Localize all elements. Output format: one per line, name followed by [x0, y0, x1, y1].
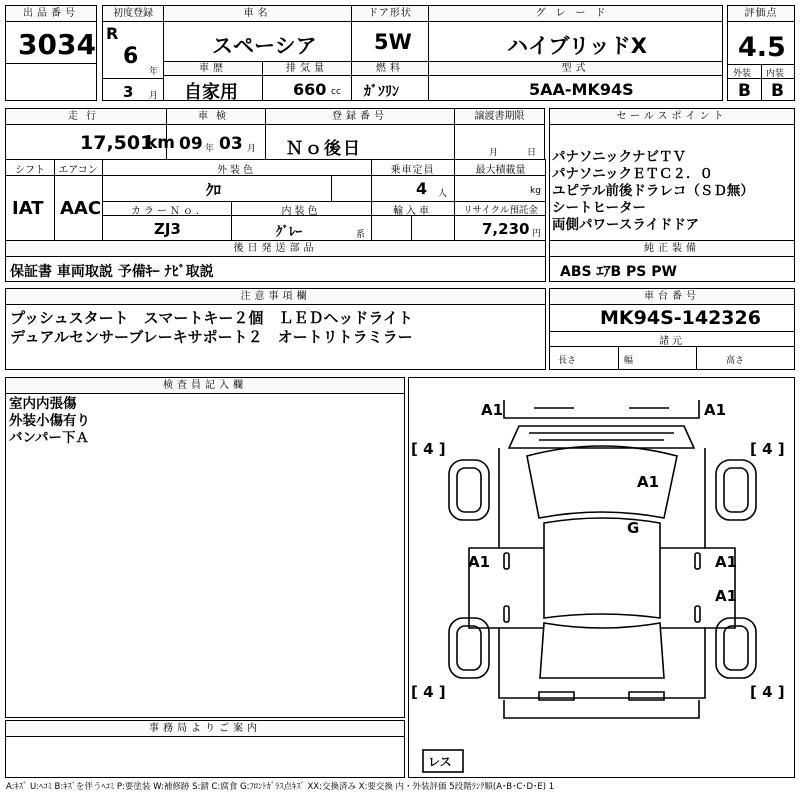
color-no-label: カラーＮｏ. [130, 206, 203, 217]
reg-number-value: Ｎｏ後日 [286, 139, 362, 159]
transfer-month: 月 [489, 148, 499, 158]
office-box [5, 720, 405, 778]
chassis-label: 車台番号 [550, 289, 794, 305]
displacement-unit: cc [331, 87, 341, 97]
equipment-box [549, 240, 795, 282]
score-ext-label: 外装 [733, 69, 752, 79]
fuel-label: 燃料 [352, 62, 428, 76]
damage-mark: A1 [704, 401, 727, 419]
mileage-box [5, 108, 176, 160]
grade-value: ハイブリッドX [507, 34, 647, 58]
dims-length: 長さ [558, 356, 577, 366]
mileage-label: 走行 [6, 109, 166, 125]
sales-points-box [549, 108, 795, 241]
specs-grid [5, 159, 546, 241]
shift-label: シフト [15, 165, 45, 176]
notes-line: プッシュスタート スマートキー２個 ＬＥＤヘッドライト [10, 309, 413, 327]
first-reg-era: R [106, 24, 119, 43]
car-name-box [163, 5, 352, 62]
damage-mark: G [627, 519, 640, 537]
history-value: 自家用 [184, 82, 238, 103]
door-label: ドア形状 [352, 6, 428, 22]
aircon-value: AAC [60, 198, 102, 219]
inspection-label: 車検 [167, 109, 265, 125]
model-value: 5AA-MK94S [529, 80, 634, 99]
ext-color-label: 外装色 [217, 165, 256, 176]
mileage-unit: km [146, 133, 176, 153]
capacity-unit: 人 [438, 189, 448, 199]
inspector-line: 外装小傷有り [9, 413, 90, 429]
inspection-year: 09 [179, 134, 203, 154]
score-ext: B [738, 81, 751, 101]
office-label: 事務局よりご案内 [6, 721, 404, 737]
damage-mark: A1 [637, 473, 660, 491]
first-reg-box [102, 5, 164, 101]
aircon-label: エアコン [58, 165, 98, 176]
max-load-unit: kg [530, 186, 541, 196]
sales-points-label: セールスポイント [550, 109, 794, 125]
first-reg-year: 6 [123, 44, 139, 69]
inspector-label: 検査員記入欄 [6, 378, 404, 394]
equipment-label: 純正装備 [550, 241, 794, 257]
sales-point-item: ユピテル前後ドラレコ（ＳＤ無） [552, 183, 754, 199]
car-name-label: 車名 [164, 6, 351, 22]
score-box [727, 5, 795, 101]
later-parts-label: 後日発送部品 [6, 241, 545, 257]
dims-label: 諸元 [659, 336, 685, 347]
recycle-unit: 円 [532, 229, 542, 239]
first-reg-label: 初度登録 [103, 6, 163, 22]
first-reg-year-unit: 年 [149, 67, 159, 77]
tire-rr: [ 4 ] [750, 683, 785, 701]
door-box [351, 5, 429, 62]
history-box [163, 61, 263, 101]
score-int: B [771, 81, 784, 101]
damage-mark: A1 [715, 587, 738, 605]
displacement-box [262, 61, 352, 101]
model-label: 型式 [429, 62, 722, 76]
notes-label: 注意事項欄 [6, 289, 545, 305]
later-parts-value: 保証書 車両取説 予備ｷｰ ﾅﾋﾞ取説 [10, 264, 214, 280]
sales-point-item: 両側パワースライドドア [552, 217, 700, 233]
damage-mark: A1 [715, 553, 738, 571]
inspection-month: 03 [219, 134, 243, 154]
damage-mark: A1 [481, 401, 504, 419]
transfer-box [454, 108, 545, 160]
damage-mark: A1 [468, 553, 491, 571]
inspection-month-unit: 月 [247, 144, 257, 154]
int-color-value: ｸﾞﾚｰ [276, 225, 302, 240]
sales-point-item: パナソニックＥＴＣ２．０ [552, 166, 714, 182]
shift-value: IAT [12, 198, 44, 219]
transfer-label: 譲渡書期限 [455, 109, 544, 125]
dims-height: 高さ [726, 356, 745, 366]
fuel-box [351, 61, 429, 101]
lot-box [5, 5, 97, 101]
car-name-value: スペーシア [212, 34, 317, 58]
capacity-label: 乗車定員 [390, 165, 435, 176]
inspector-box [5, 377, 405, 718]
recycle-value: 7,230 [482, 220, 530, 238]
recycle-label: リサイクル預託金 [463, 205, 538, 216]
ext-color-value: ｸﾛ [206, 181, 222, 199]
reg-number-box [265, 108, 455, 160]
equipment-value: ABS ｴｱB PS PW [560, 264, 677, 280]
capacity-value: 4 [416, 179, 428, 198]
dims-width: 幅 [624, 356, 634, 366]
inspector-line: 室内内張傷 [9, 396, 77, 412]
spare-tire-value: レス [428, 755, 452, 769]
model-box [428, 61, 723, 101]
mileage-value: 17,501 [80, 132, 154, 154]
int-color-unit: 系 [356, 230, 366, 240]
max-load-label: 最大積載量 [475, 165, 526, 176]
car-outline-diagram [409, 378, 796, 779]
history-label: 車歴 [164, 62, 262, 76]
inspector-line: バンパー下Ａ [9, 430, 90, 446]
sales-points-list [552, 149, 754, 234]
transfer-day: 日 [527, 148, 537, 158]
tire-fr: [ 4 ] [750, 440, 785, 458]
grade-box [428, 5, 723, 62]
legend: A:ｷｽﾞ U:ﾍｺﾐ B:ｷｽﾞを伴うﾍｺﾐ P:要塗装 W:補修跡 S:錆 C:腐食 G:ﾌﾛﾝﾄｶﾞﾗｽ点ｷｽﾞ XX:交換済み X:要交換 内・外装評価 5段階ﾗﾝｸ順(A･B･C･D･E) 1 [6, 782, 555, 792]
fuel-value: ｶﾞｿﾘﾝ [364, 84, 399, 100]
reg-number-label: 登録番号 [266, 109, 454, 125]
chassis-box [549, 288, 795, 370]
inspection-year-unit: 年 [205, 144, 215, 154]
sales-point-item: パナソニックナビＴＶ [552, 149, 687, 165]
lot-number: 3034 [18, 28, 96, 61]
later-parts-box [5, 240, 546, 282]
sales-point-item: シートヒーター [552, 200, 646, 216]
int-color-label: 内装色 [281, 206, 321, 217]
tire-rl: [ 4 ] [411, 683, 446, 701]
car-diagram-box [408, 377, 795, 778]
notes-box [5, 288, 546, 370]
chassis-value: MK94S-142326 [600, 307, 761, 329]
inspection-box [166, 108, 266, 160]
tire-fl: [ 4 ] [411, 440, 446, 458]
score-label: 評価点 [728, 6, 794, 22]
displacement-value: 660 [293, 80, 327, 99]
displacement-label: 排気量 [263, 62, 351, 76]
import-label: 輸入車 [393, 206, 432, 217]
door-value: 5W [374, 30, 412, 54]
lot-label: 出品番号 [6, 6, 96, 22]
first-reg-month-unit: 月 [149, 91, 159, 101]
score-int-label: 内装 [766, 69, 785, 79]
first-reg-month: 3 [123, 83, 134, 101]
notes-line: デュアルセンサーブレーキサポート２ オートリトラミラー [10, 328, 413, 346]
score-value: 4.5 [738, 32, 786, 63]
grade-label: グレード [429, 6, 722, 22]
color-no-value: ZJ3 [154, 220, 181, 238]
